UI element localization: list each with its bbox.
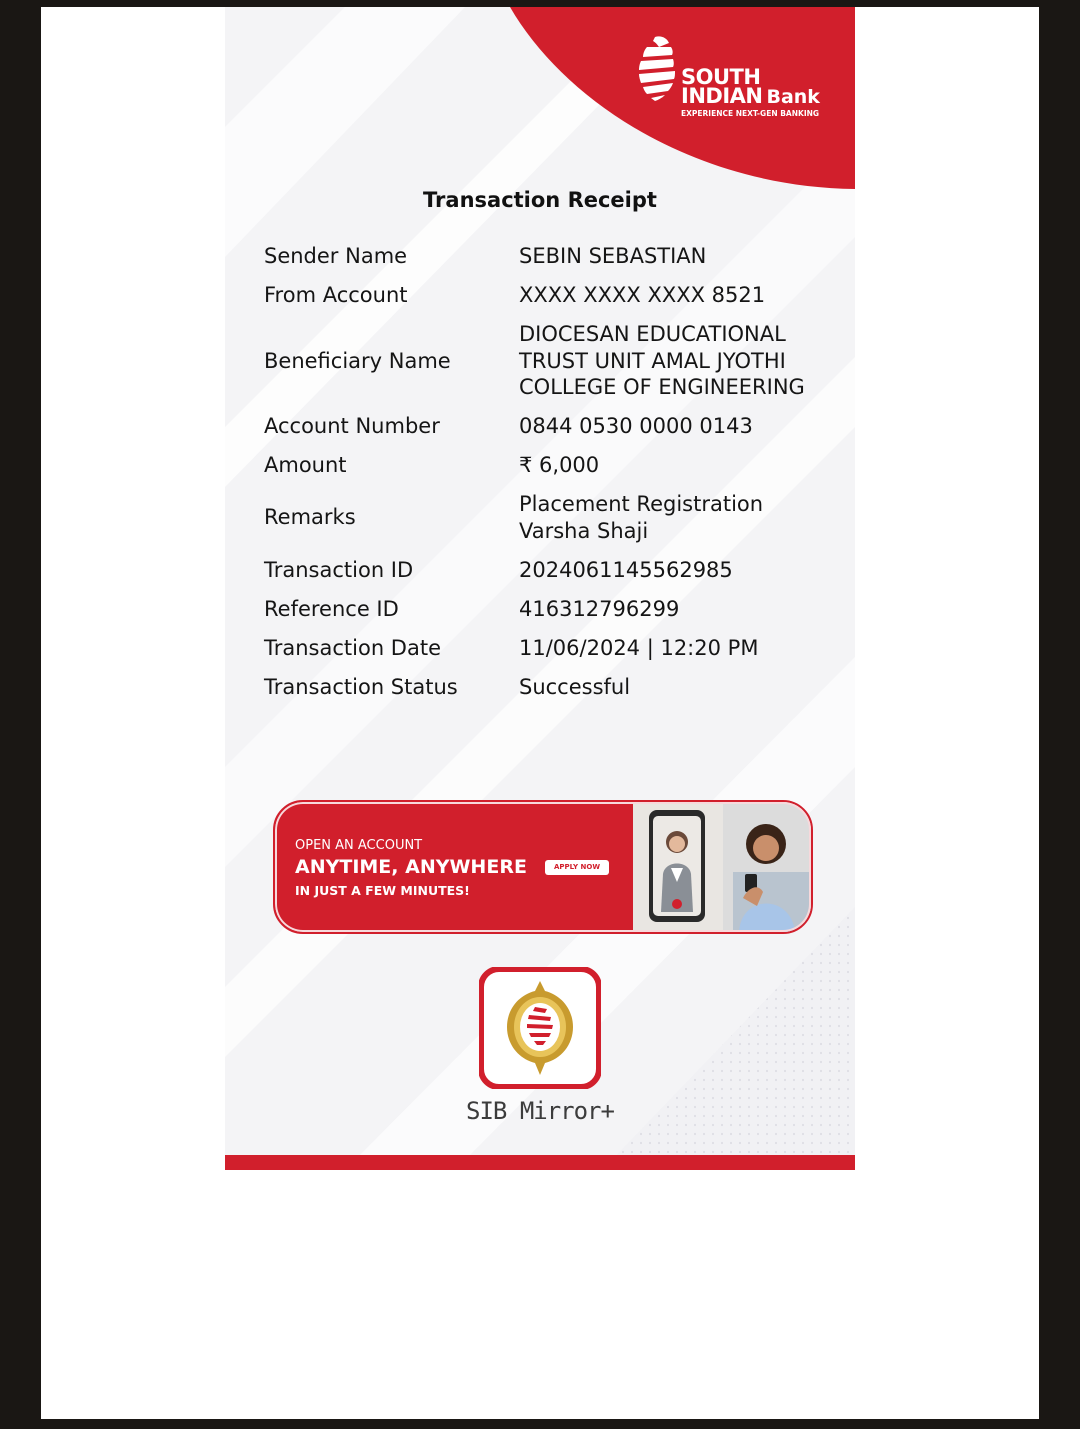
detail-label: Sender Name (264, 244, 408, 268)
detail-row-beneficiary-name (264, 321, 824, 401)
detail-label: Beneficiary Name (264, 348, 451, 373)
brand-indian-text: INDIAN (681, 84, 763, 108)
detail-row-amount (264, 452, 824, 479)
receipt-page (41, 7, 1039, 1419)
detail-value: 0844 0530 0000 0143 (519, 414, 753, 438)
detail-value: ₹ 6,000 (519, 453, 600, 477)
brand-line-indian (681, 86, 820, 107)
app-name-label: SIB Mirror+ (466, 1097, 614, 1125)
detail-label: Transaction Date (264, 635, 442, 660)
detail-value: DIOCESAN EDUCATIONAL TRUST UNIT AMAL JYOTHI COLLEGE OF ENGINEERING (519, 322, 805, 399)
detail-row-sender-name (264, 243, 824, 270)
detail-label: Remarks (264, 505, 356, 530)
detail-label: From Account (264, 283, 408, 307)
detail-label: Amount (264, 453, 347, 477)
brand-line-south: SOUTH (681, 65, 761, 89)
detail-value: Placement Registration Varsha Shaji (519, 492, 764, 543)
detail-row-account-number (264, 413, 824, 440)
bottom-red-bar (225, 1155, 855, 1170)
detail-row-remarks (264, 491, 824, 544)
detail-value: 11/06/2024 | 12:20 PM (519, 635, 759, 660)
brand-tagline: EXPERIENCE NEXT-GEN BANKING (681, 109, 820, 118)
transaction-receipt-card (225, 7, 855, 1170)
detail-label: Transaction Status (264, 674, 458, 699)
detail-value: 2024061145562985 (519, 557, 733, 582)
detail-value: SEBIN SEBASTIAN (519, 244, 707, 268)
detail-row-from-account (264, 282, 824, 309)
detail-row-transaction-id (264, 557, 824, 584)
banner-line-open-account: OPEN AN ACCOUNT (295, 838, 423, 853)
south-indian-bank-logo (637, 35, 837, 125)
sib-mirror-app-icon[interactable] (479, 967, 601, 1089)
detail-value: Successful (519, 674, 631, 699)
banner-photo-illustration (633, 802, 811, 932)
transaction-details (264, 243, 824, 713)
detail-label: Account Number (264, 414, 440, 438)
detail-row-transaction-date (264, 635, 824, 662)
open-account-banner[interactable] (273, 800, 813, 934)
detail-row-transaction-status (264, 674, 824, 701)
detail-label: Reference ID (264, 596, 399, 621)
banner-subline: IN JUST A FEW MINUTES! (295, 883, 470, 898)
bank-logo-icon (637, 35, 683, 107)
detail-value: 416312796299 (519, 596, 680, 621)
receipt-title: Transaction Receipt (423, 188, 657, 212)
banner-headline: ANYTIME, ANYWHERE (295, 856, 527, 878)
apply-now-button[interactable]: APPLY NOW (545, 860, 609, 875)
detail-label: Transaction ID (264, 557, 414, 582)
brand-bank-text: Bank (766, 86, 820, 108)
detail-value: XXXX XXXX XXXX 8521 (519, 283, 766, 307)
detail-row-reference-id (264, 596, 824, 623)
